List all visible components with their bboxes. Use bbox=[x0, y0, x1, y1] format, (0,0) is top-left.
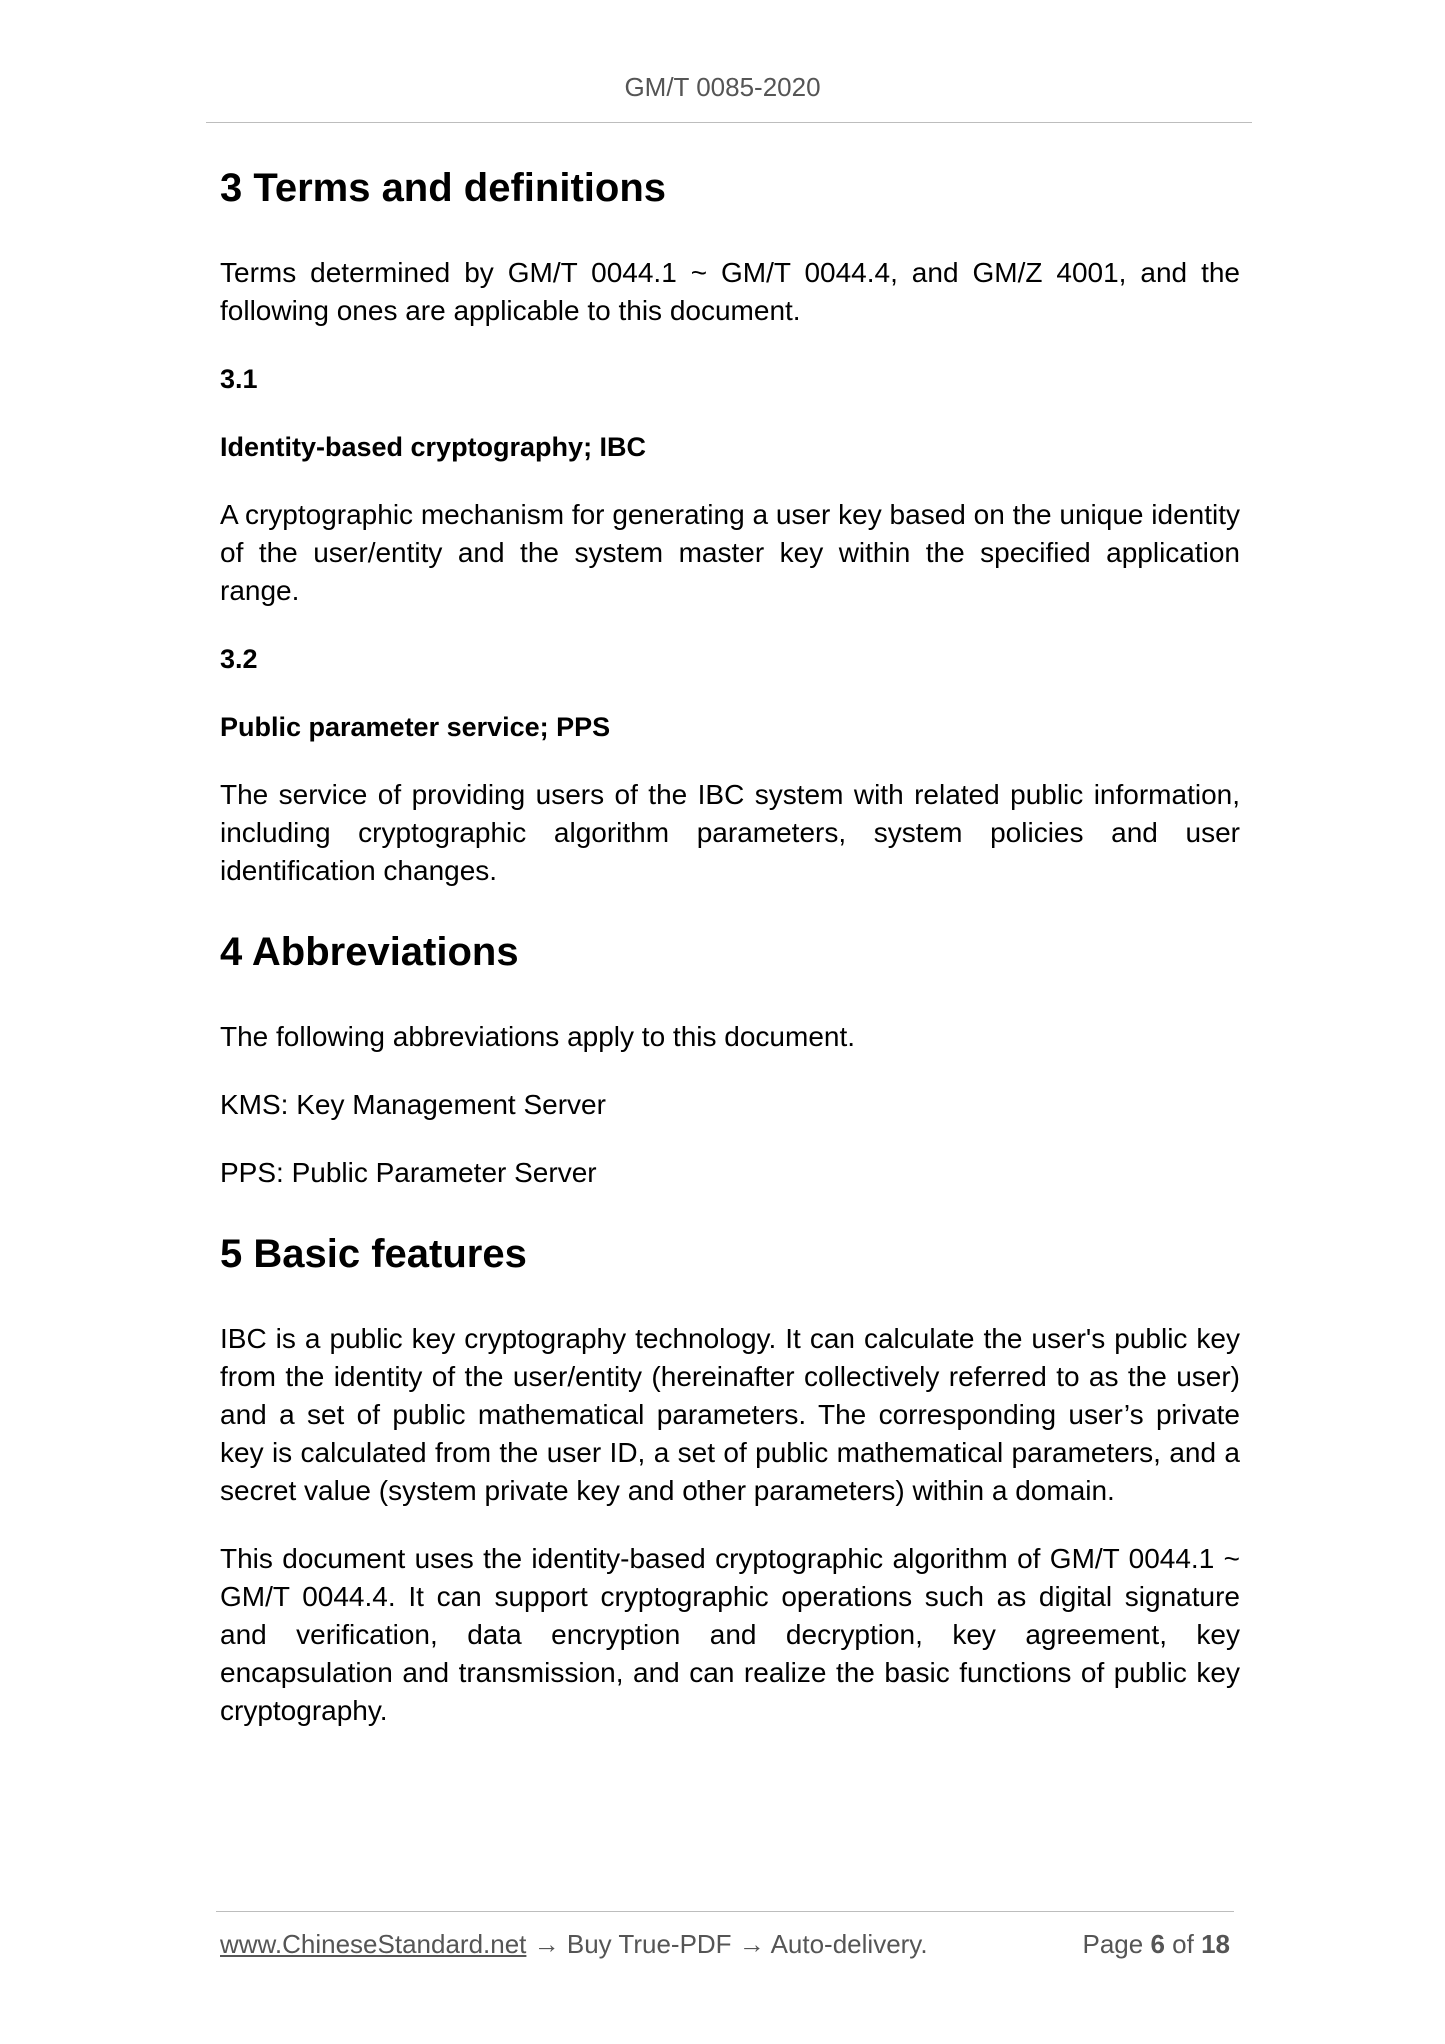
section-4-intro: The following abbreviations apply to this document. bbox=[220, 1021, 856, 1052]
page-number: 6 bbox=[1150, 1929, 1165, 1959]
abbreviation-kms: KMS: Key Management Server bbox=[220, 1089, 606, 1120]
term-3-2-number: 3.2 bbox=[220, 644, 258, 674]
header-doc-id: GM/T 0085-2020 bbox=[624, 72, 821, 102]
footer-promo-text: → Buy True-PDF → Auto-delivery. bbox=[526, 1929, 928, 1959]
footer-divider bbox=[216, 1911, 1234, 1912]
term-3-1-number: 3.1 bbox=[220, 364, 258, 394]
footer bbox=[220, 1929, 1230, 1960]
section-3-title: 3 Terms and definitions bbox=[220, 166, 666, 210]
document-body bbox=[220, 164, 1240, 1760]
term-3-1-name: Identity-based cryptography; IBC bbox=[220, 432, 647, 462]
abbreviation-pps: PPS: Public Parameter Server bbox=[220, 1157, 597, 1188]
term-3-2-definition: The service of providing users of the IBC system with related public information, including cryptographic algorithm parameters, system policies and user identification changes. bbox=[220, 779, 1240, 886]
section-3-intro: Terms determined by GM/T 0044.1 ~ GM/T 0044.4, and GM/Z 4001, and the following ones are applicable to this document. bbox=[220, 257, 1240, 326]
page-indicator bbox=[1082, 1929, 1230, 1960]
page-total: 18 bbox=[1201, 1929, 1230, 1959]
section-5-paragraph-1: IBC is a public key cryptography technology. It can calculate the user's public key from the identity of the user/entity (hereinafter collectively referred to as the user) and a set of public mathematical parameters. The corresponding user’s private key is calculated from the user ID, a set of public mathematical parameters, and a secret value (system private key and other parameters) within a domain. bbox=[220, 1323, 1240, 1506]
page-of-label: of bbox=[1172, 1929, 1194, 1959]
page-label: Page bbox=[1082, 1929, 1144, 1959]
section-4-title: 4 Abbreviations bbox=[220, 930, 519, 974]
term-3-2-name: Public parameter service; PPS bbox=[220, 712, 611, 742]
footer-website-link[interactable]: www.ChineseStandard.net bbox=[220, 1929, 527, 1959]
section-5-title: 5 Basic features bbox=[220, 1232, 527, 1276]
header-divider bbox=[206, 122, 1252, 123]
section-5-paragraph-2: This document uses the identity-based cryptographic algorithm of GM/T 0044.1 ~ GM/T 0044.4. It can support cryptographic operations such as digital signature and verification, data encryption and decryption, key agreement, key encapsulation and transmission, and can realize the basic functions of public key cryptography. bbox=[220, 1543, 1240, 1726]
term-3-1-definition: A cryptographic mechanism for generating a user key based on the unique identity of the user/entity and the system master key within the specified application range. bbox=[220, 499, 1240, 606]
